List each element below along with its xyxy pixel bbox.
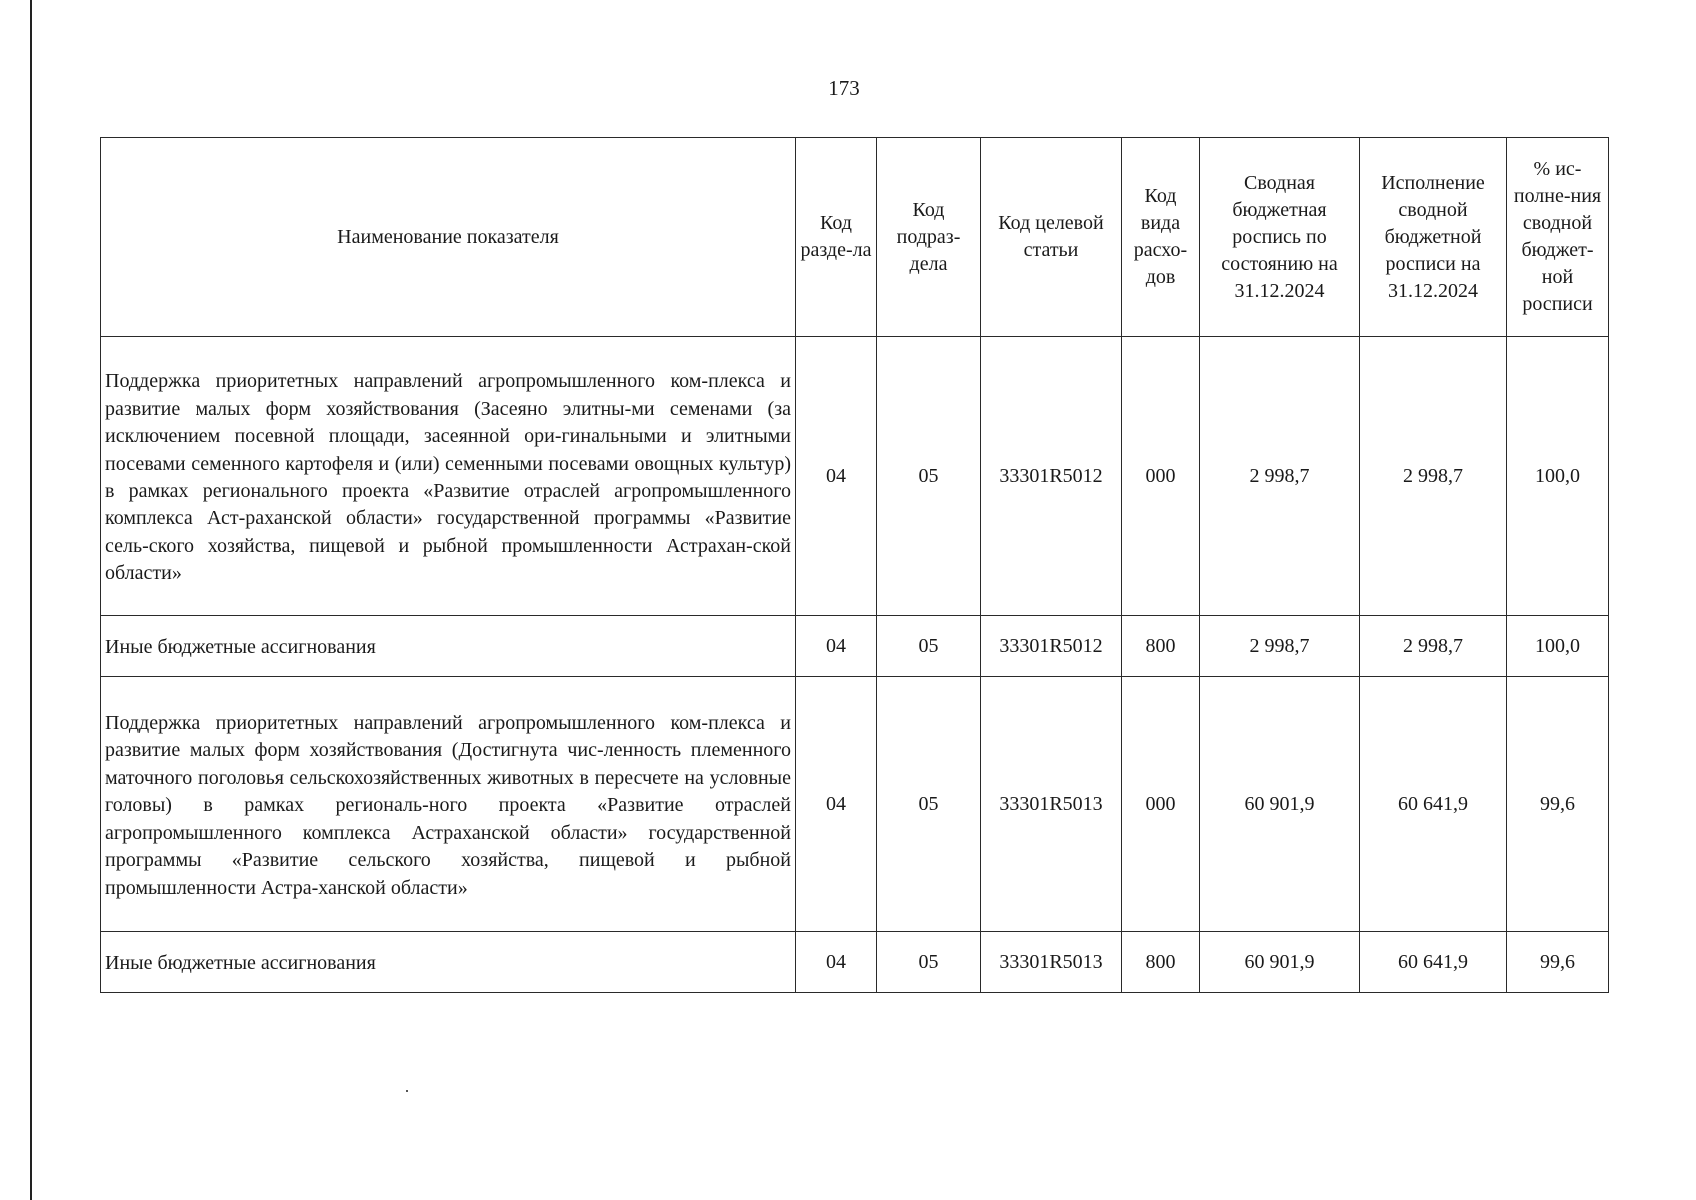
row-target: 33301R5013 <box>981 932 1122 993</box>
row-percent: 100,0 <box>1507 616 1609 677</box>
row-consolidated: 60 901,9 <box>1200 677 1360 932</box>
left-margin-line <box>30 0 32 1200</box>
row-consolidated: 60 901,9 <box>1200 932 1360 993</box>
row-expense-type: 000 <box>1122 337 1200 616</box>
table-row <box>101 337 1609 616</box>
row-section: 04 <box>796 616 877 677</box>
row-expense-type: 800 <box>1122 616 1200 677</box>
header-target: Код целевой статьи <box>981 138 1122 337</box>
table-row <box>101 677 1609 932</box>
row-execution: 60 641,9 <box>1360 677 1507 932</box>
row-name: Иные бюджетные ассигнования <box>101 616 796 677</box>
row-execution: 60 641,9 <box>1360 932 1507 993</box>
row-percent: 99,6 <box>1507 932 1609 993</box>
header-expense-type: Код вида расхо-дов <box>1122 138 1200 337</box>
row-expense-type: 800 <box>1122 932 1200 993</box>
header-consolidated: Сводная бюджетная роспись по состоянию на 31.12.2024 <box>1200 138 1360 337</box>
row-section: 04 <box>796 677 877 932</box>
row-expense-type: 000 <box>1122 677 1200 932</box>
row-subsection: 05 <box>877 616 981 677</box>
table-row <box>101 932 1609 993</box>
header-percent: % ис-полне-ния сводной бюджет-ной росписи <box>1507 138 1609 337</box>
row-subsection: 05 <box>877 932 981 993</box>
header-name: Наименование показателя <box>101 138 796 337</box>
header-execution: Исполнение сводной бюджетной росписи на 31.12.2024 <box>1360 138 1507 337</box>
row-target: 33301R5012 <box>981 337 1122 616</box>
row-percent: 99,6 <box>1507 677 1609 932</box>
header-section: Код разде-ла <box>796 138 877 337</box>
row-section: 04 <box>796 932 877 993</box>
row-execution: 2 998,7 <box>1360 337 1507 616</box>
row-target: 33301R5013 <box>981 677 1122 932</box>
table-header-row <box>101 138 1609 337</box>
row-subsection: 05 <box>877 677 981 932</box>
row-percent: 100,0 <box>1507 337 1609 616</box>
row-name: Поддержка приоритетных направлений агропромышленного ком-плекса и развитие малых форм хозяйствования (Достигнута чис-ленность племенного маточного поголовья сельскохозяйственных животных в пересчете на условные головы) в рамках региональ-ного проекта «Развитие отраслей агропромышленного комплекса Астраханской области» государственной программы «Развитие сельского хозяйства, пищевой и рыбной промышленности Астра-ханской области» <box>101 677 796 932</box>
row-target: 33301R5012 <box>981 616 1122 677</box>
scan-speck <box>406 1090 408 1092</box>
row-name: Иные бюджетные ассигнования <box>101 932 796 993</box>
row-execution: 2 998,7 <box>1360 616 1507 677</box>
page-number: 173 <box>828 76 860 100</box>
header-subsection: Код подраз-дела <box>877 138 981 337</box>
row-section: 04 <box>796 337 877 616</box>
row-name: Поддержка приоритетных направлений агропромышленного ком-плекса и развитие малых форм хозяйствования (Засеяно элитны-ми семенами (за исключением посевной площади, засеянной ори-гинальными и элитными посевами семенного картофеля и (или) семенными посевами овощных культур) в рамках регионального проекта «Развитие отраслей агропромышленного комплекса Аст-раханской области» государственной программы «Развитие сель-ского хозяйства, пищевой и рыбной промышленности Астрахан-ской области» <box>101 337 796 616</box>
row-subsection: 05 <box>877 337 981 616</box>
budget-table <box>100 137 1609 993</box>
row-consolidated: 2 998,7 <box>1200 337 1360 616</box>
row-consolidated: 2 998,7 <box>1200 616 1360 677</box>
table-row <box>101 616 1609 677</box>
